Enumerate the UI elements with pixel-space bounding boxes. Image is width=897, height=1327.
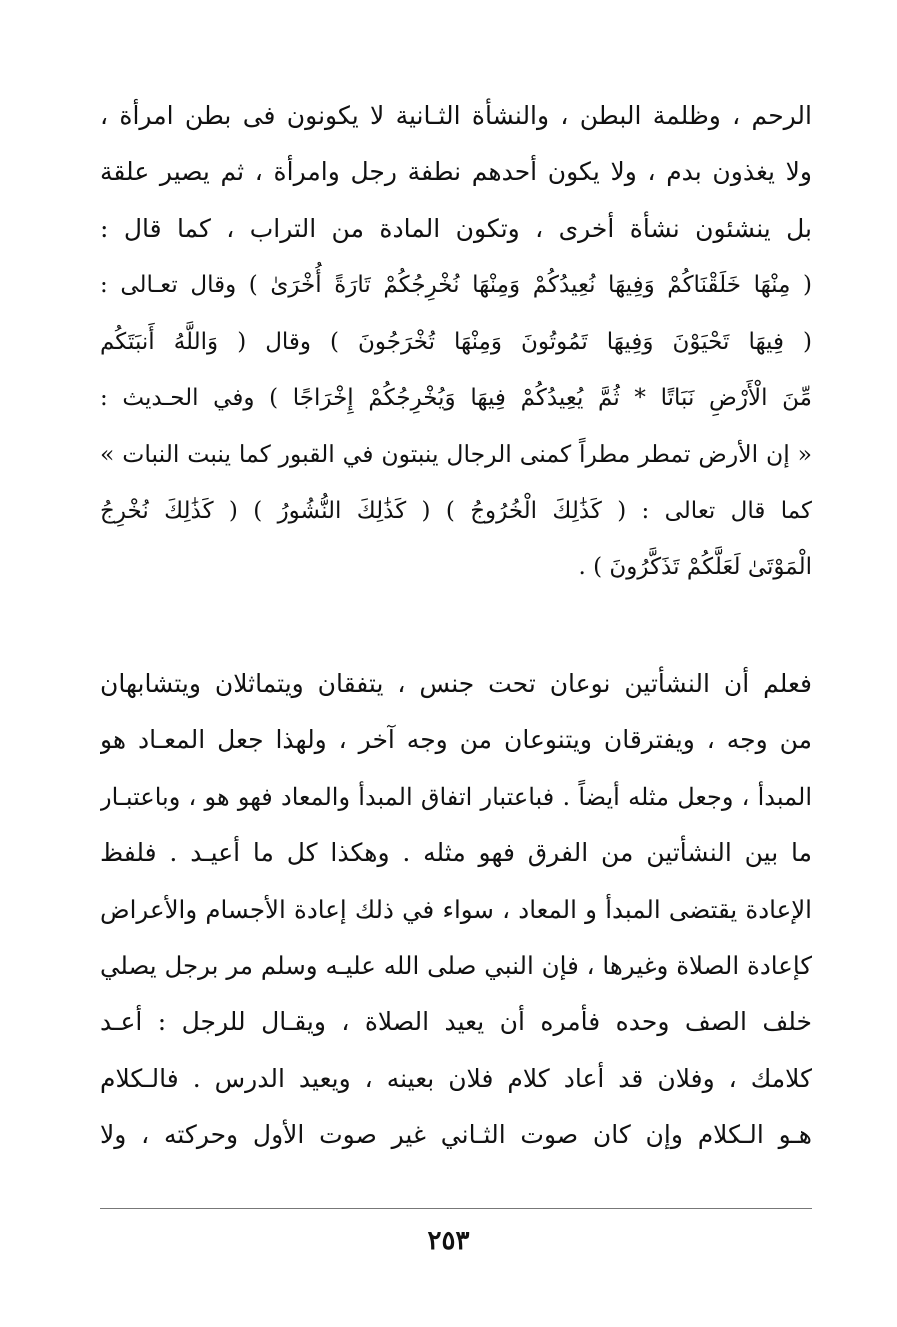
quran-verse-line: كما قال تعالى : ( كَذَٰلِكَ الْخُرُوجُ ) ( كَذَٰلِكَ النُّشُورُ ) ( كَذَٰلِكَ نُخْرِجُ [100, 497, 812, 524]
text-line: فعلم أن النشأتين نوعان تحت جنس ، يتفقان ويتماثلان ويتشابهان [100, 669, 812, 698]
paragraph-2 [100, 656, 812, 1164]
text-line: كلامك ، وفلان قد أعاد كلام فلان بعينه ، ويعيد الدرس . فالـكلام [100, 1063, 812, 1093]
text-line: هـو الـكلام وإن كان صوت الثـاني غير صوت الأول وحركته ، ولا [100, 1120, 812, 1150]
text-line: المبدأ ، وجعل مثله أيضاً . فباعتبار اتفاق المبدأ والمعاد فهو هو ، وباعتبـار [100, 782, 812, 811]
hadith-line: « إن الأرض تمطر مطراً كمنى الرجال ينبتون في القبور كما ينبت النبات » [100, 440, 812, 469]
text-line: خلف الصف وحده فأمره أن يعيد الصلاة ، ويقـال للرجل : أعـد [100, 1007, 812, 1037]
quran-verse-line: ( مِنْهَا خَلَقْنَاكُمْ وَفِيهَا نُعِيدُكُمْ وَمِنْهَا نُخْرِجُكُمْ تَارَةً أُخْرَىٰ ) وقال تعـالى : [100, 272, 812, 299]
page-number: ٢٥٣ [427, 1226, 470, 1256]
text-line: من وجه ، ويفترقان ويتنوعان من وجه آخر ، ولهذا جعل المعـاد هو [100, 725, 812, 755]
quran-verse-line: مِّنَ الْأَرْضِ نَبَاتًا * ثُمَّ يُعِيدُكُمْ فِيهَا وَيُخْرِجُكُمْ إِخْرَاجًا ) وفي الحـديث : [100, 384, 812, 411]
footer-divider [100, 1208, 812, 1209]
text-line: بل ينشئون نشأة أخرى ، وتكون المادة من التراب ، كما قال : [100, 213, 812, 243]
quran-verse-line: الْمَوْتَىٰ لَعَلَّكُمْ تَذَكَّرُونَ ) . [578, 554, 812, 581]
text-line: الرحم ، وظلمة البطن ، والنشأة الثـانية لا يكونون فى بطن امرأة ، [100, 101, 812, 130]
quran-verse-line: ( فِيهَا تَحْيَوْنَ وَفِيهَا تَمُوتُونَ وَمِنْهَا تُخْرَجُونَ ) وقال ( وَاللَّهُ أَنبَتَكُم [100, 328, 812, 355]
paragraph-1 [100, 88, 812, 596]
text-line: الإعادة يقتضى المبدأ و المعاد ، سواء في ذلك إعادة الأجسام والأعراض [100, 894, 812, 924]
text-line: ما بين النشأتين من الفرق فهو مثله . وهكذا كل ما أعيـد . فلفظ [100, 838, 812, 868]
text-line: ولا يغذون بدم ، ولا يكون أحدهم نطفة رجل وامرأة ، ثم يصير علقة [100, 157, 812, 187]
text-line: كإعادة الصلاة وغيرها ، فإن النبي صلى الله عليـه وسلم مر برجل يصلي [100, 950, 812, 980]
